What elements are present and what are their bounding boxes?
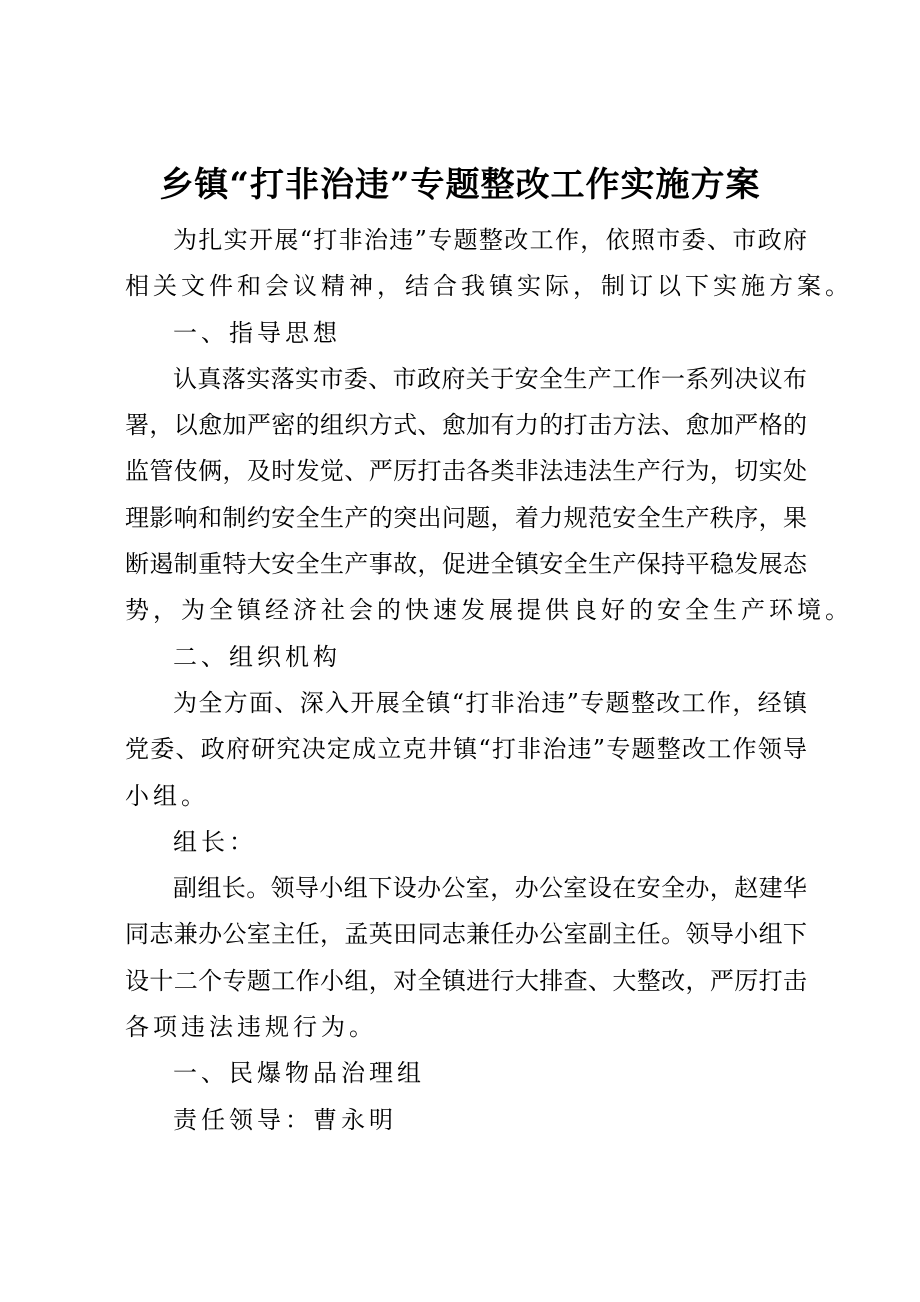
paragraph-line: 势，为全镇经济社会的快速发展提供良好的安全生产环境。 [125,596,853,625]
paragraph [125,819,807,865]
paragraph-line: 同志兼办公室主任，孟英田同志兼任办公室副主任。领导小组下 [125,920,807,949]
paragraph [125,310,807,356]
paragraph-line: 理影响和制约安全生产的突出问题，着力规范安全生产秩序，果 [125,503,807,532]
paragraph-line: 认真落实落实市委、市政府关于安全生产工作一系列决议布 [173,364,807,393]
paragraph-line: 小组。 [125,781,209,810]
paragraph-line: 组长： [173,827,257,856]
paragraph [125,356,853,634]
paragraph [125,217,853,310]
paragraph-line: 责任领导：曹永明 [173,1105,397,1134]
paragraph [125,1050,807,1096]
paragraph [125,1097,807,1143]
paragraph-line: 党委、政府研究决定成立克井镇“打非治违”专题整改工作领导 [125,735,807,764]
paragraph-line: 断遏制重特大安全生产事故，促进全镇安全生产保持平稳发展态 [125,550,807,579]
paragraph-line: 设十二个专题工作小组，对全镇进行大排查、大整改，严厉打击 [125,966,807,995]
document-title: 乡镇“打非治违”专题整改工作实施方案 [159,165,761,205]
document-body [125,217,853,1143]
paragraph-line: 各项违法违规行为。 [125,1013,377,1042]
paragraph-line: 相关文件和会议精神，结合我镇实际，制订以下实施方案。 [125,272,853,301]
paragraph-line: 为全方面、深入开展全镇“打非治违”专题整改工作，经镇 [173,688,807,717]
paragraph-line: 一、指导思想 [173,318,341,347]
paragraph [125,865,807,1050]
paragraph [125,634,807,680]
paragraph-line: 监管伎俩，及时发觉、严厉打击各类非法违法生产行为，切实处 [125,457,807,486]
paragraph-line: 二、组织机构 [173,642,341,671]
paragraph-line: 为扎实开展“打非治违”专题整改工作，依照市委、市政府 [173,226,807,254]
paragraph-line: 副组长。领导小组下设办公室，办公室设在安全办，赵建华 [173,874,807,903]
paragraph-line: 署，以愈加严密的组织方式、愈加有力的打击方法、愈加严格的 [125,411,807,440]
paragraph [125,680,807,819]
paragraph-line: 一、民爆物品治理组 [173,1059,425,1088]
